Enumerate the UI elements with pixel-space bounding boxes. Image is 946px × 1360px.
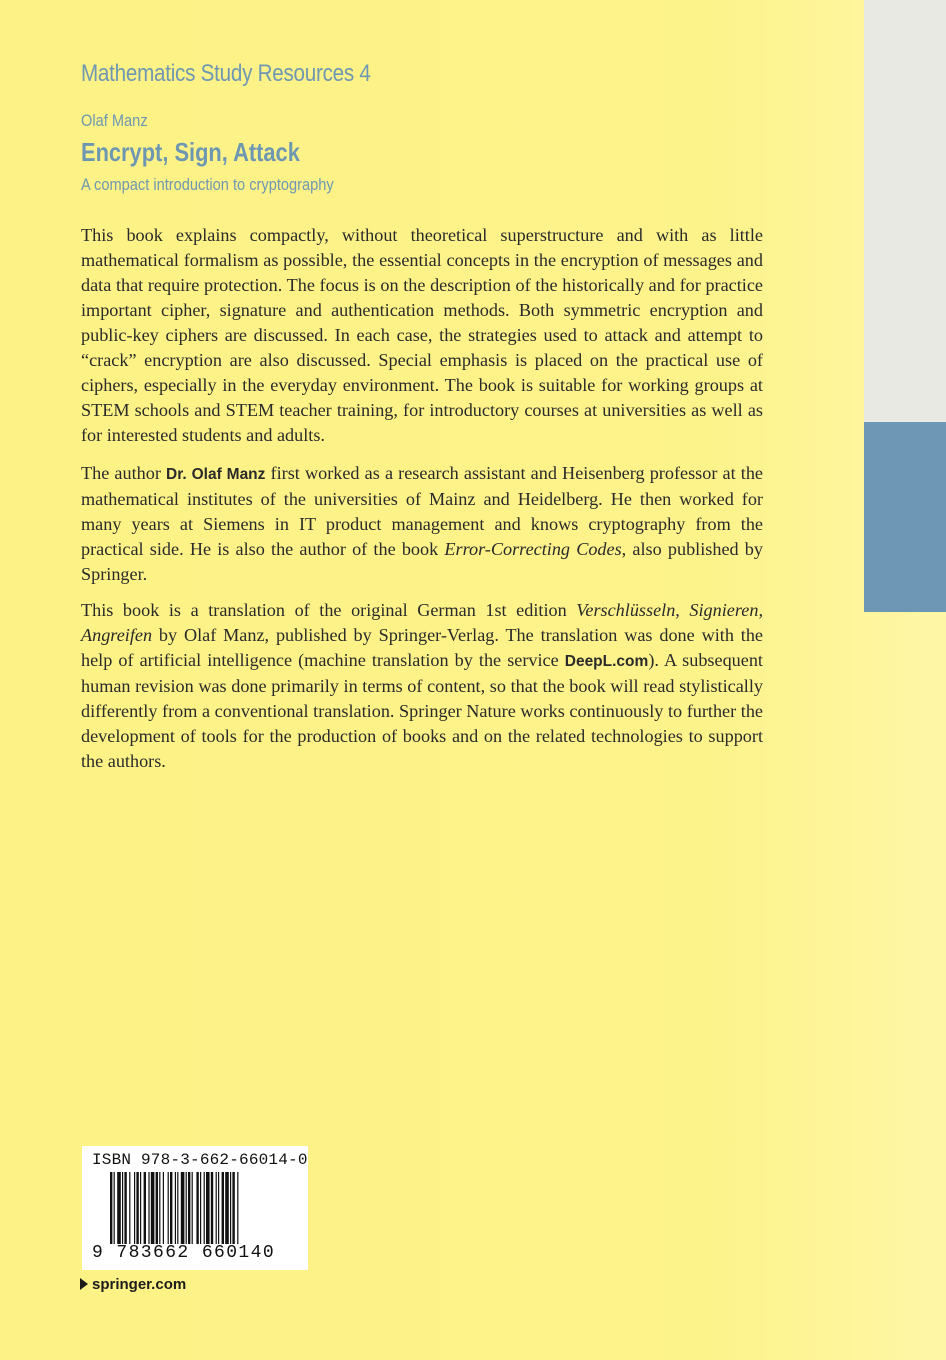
barcode-bar	[156, 1172, 158, 1244]
spine-blue-band	[864, 422, 946, 612]
barcode-bar	[134, 1172, 135, 1244]
note-text: This book is a translation of the original German 1st edition	[81, 600, 577, 620]
book-title: Encrypt, Sign, Attack	[81, 137, 300, 167]
barcode-bar	[159, 1172, 160, 1244]
barcode-bar	[117, 1172, 121, 1244]
barcode-bar	[222, 1172, 224, 1244]
barcode-bar	[114, 1172, 115, 1244]
bio-text: first worked as a research assistant and Heisenberg professor at the mathematical institutes of the universities of Mainz and Heidelberg. He then worked for many years at Siemens in IT product management and knows cryptography from the practical side. He is also the author of the book	[81, 463, 763, 559]
barcode-bar	[148, 1172, 149, 1244]
isbn-label: ISBN 978-3-662-66014-0	[92, 1151, 308, 1169]
barcode-bar	[206, 1172, 210, 1244]
barcode-bar	[177, 1172, 178, 1244]
website-label: springer.com	[92, 1276, 187, 1293]
author-bio-paragraph	[81, 461, 763, 587]
barcode-bar	[144, 1172, 146, 1244]
note-text: by Olaf Manz, published by Springer-Verlag. The translation was done with the help of artificial intelligence (machine translation by the service	[81, 625, 763, 670]
author-name: Olaf Manz	[81, 111, 148, 130]
note-text: ). A subsequent human revision was done primarily in terms of content, so that the book will read stylistically differently from a conventional translation. Springer Nature works continuously to further the development of tools for the production of books and on the related technologies to support the authors.	[81, 650, 763, 771]
isbn-barcode	[82, 1146, 308, 1270]
original-title: Verschlüsseln, Signieren, Angreifen	[81, 600, 763, 645]
barcode-bar	[216, 1172, 217, 1244]
barcode-bar	[129, 1172, 130, 1244]
barcode-bar	[186, 1172, 187, 1244]
publisher-link[interactable]	[80, 1276, 186, 1293]
description-paragraph: This book explains compactly, without theoretical superstructure and with as little mathematical formalism as possible, the essential concepts in the encryption of messages and data that require protection. The focus is on the description of the historically and for practice important cipher, signature and authentication methods. Both symmetric encryption and public-key ciphers are discussed. In each case, the strategies used to attack and attempt to “crack” encryption are also discussed. Special emphasis is placed on the practical use of ciphers, especially in the everyday environment. The book is suitable for working groups at STEM schools and STEM teacher training, for introductory courses at universities as well as for interested students and adults.	[81, 225, 763, 445]
book-subtitle: A compact introduction to cryptography	[81, 175, 334, 194]
barcode-bar	[230, 1172, 231, 1244]
barcode-bar	[237, 1172, 238, 1244]
barcode-bar	[110, 1172, 112, 1244]
barcode-bar	[170, 1172, 172, 1244]
deepl-name: DeepL.com	[564, 653, 649, 670]
spine-gray-band	[864, 0, 946, 422]
barcode-bars	[110, 1172, 290, 1244]
barcode-bar	[188, 1172, 190, 1244]
barcode-bar	[136, 1172, 138, 1244]
barcode-bar	[124, 1172, 126, 1244]
barcode-bar	[196, 1172, 198, 1244]
barcode-bar	[175, 1172, 176, 1244]
barcode-bar	[140, 1172, 141, 1244]
translation-note-paragraph	[81, 598, 763, 774]
barcode-bar	[204, 1172, 205, 1244]
triangle-right-icon	[80, 1278, 88, 1290]
barcode-bar	[163, 1172, 164, 1244]
barcode-bar	[225, 1172, 229, 1244]
barcode-bar	[218, 1172, 219, 1244]
barcode-bar	[211, 1172, 213, 1244]
barcode-bar	[122, 1172, 123, 1244]
bio-text: , also published by Springer.	[81, 539, 763, 584]
barcode-bar	[151, 1172, 155, 1244]
related-book-title: Error-Correcting Codes	[444, 539, 622, 559]
barcode-bar	[181, 1172, 185, 1244]
barcode-bar	[232, 1172, 234, 1244]
ean-digits: 9 783662 660140	[92, 1243, 276, 1263]
barcode-bar	[192, 1172, 193, 1244]
bio-text: The author	[81, 463, 167, 483]
author-bold-name: Dr. Olaf Manz	[166, 466, 266, 483]
series-title: Mathematics Study Resources 4	[81, 60, 371, 87]
barcode-bar	[200, 1172, 201, 1244]
barcode-bar	[168, 1172, 169, 1244]
